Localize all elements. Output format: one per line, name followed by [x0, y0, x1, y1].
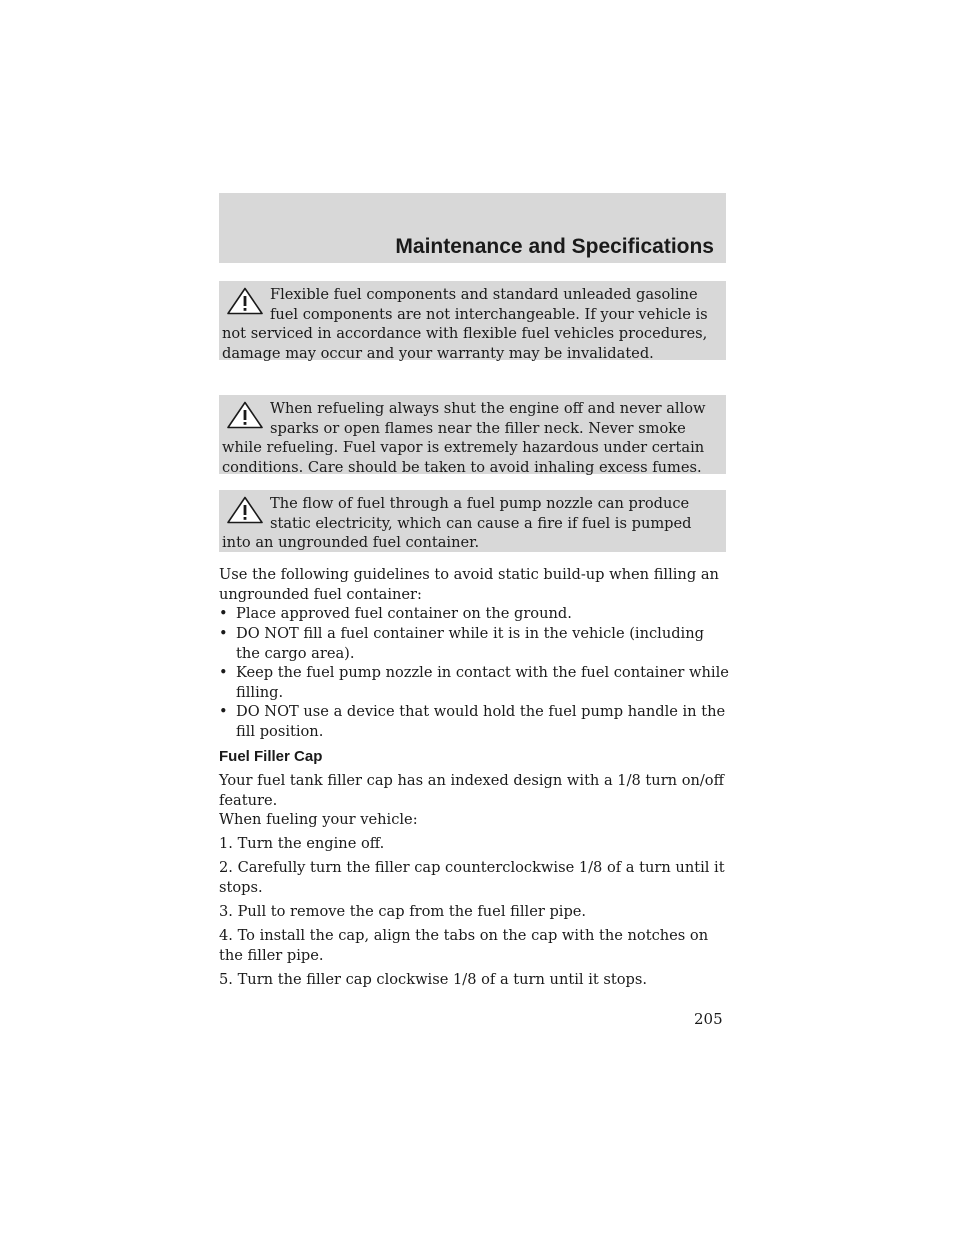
- bullet-icon: •: [219, 605, 228, 622]
- list-item-text: Keep the fuel pump nozzle in contact with the fuel container while filling.: [236, 664, 729, 701]
- list-item: [219, 702, 729, 741]
- warning-text: The flow of fuel through a fuel pump nozzle can produce static electricity, which can cause a fire if fuel is pumped into an ungrounded fuel container.: [222, 495, 692, 551]
- step-item: 2. Carefully turn the filler cap counterclockwise 1/8 of a turn until it stops.: [219, 859, 725, 896]
- section-title: Maintenance and Specifications: [395, 235, 714, 258]
- warning-text: Flexible fuel components and standard unleaded gasoline fuel components are not interchangeable. If your vehicle is not serviced in accordance with flexible fuel vehicles procedures, damage may occur and your warranty may be invalidated.: [222, 286, 708, 362]
- paragraph: Your fuel tank filler cap has an indexed design with a 1/8 turn on/off feature.: [219, 772, 724, 809]
- step-item: 5. Turn the filler cap clockwise 1/8 of a turn until it stops.: [219, 971, 647, 988]
- page-number: 205: [694, 1010, 723, 1028]
- warning-triangle-icon: [226, 287, 264, 315]
- list-item-text: DO NOT fill a fuel container while it is in the vehicle (including the cargo area).: [236, 625, 704, 662]
- step-item: 1. Turn the engine off.: [219, 835, 385, 852]
- list-item: [219, 624, 729, 663]
- bullet-icon: •: [219, 664, 228, 681]
- bullet-icon: •: [219, 703, 228, 720]
- section-heading: Fuel Filler Cap: [219, 748, 323, 765]
- warning-triangle-icon: [226, 496, 264, 524]
- list-item: [219, 604, 729, 624]
- list-item-text: DO NOT use a device that would hold the fuel pump handle in the fill position.: [236, 703, 726, 740]
- guidelines-intro: Use the following guidelines to avoid static build-up when filling an ungrounded fuel container:: [219, 566, 719, 603]
- warning-box-3: [219, 490, 726, 552]
- warning-box-2: [219, 395, 726, 474]
- bullet-icon: •: [219, 625, 228, 642]
- paragraph: When fueling your vehicle:: [219, 811, 418, 828]
- warning-triangle-icon: [226, 401, 264, 429]
- list-item: [219, 663, 729, 702]
- page-header-band: [219, 193, 726, 263]
- step-item: 4. To install the cap, align the tabs on the cap with the notches on the filler pipe.: [219, 927, 709, 964]
- step-item: 3. Pull to remove the cap from the fuel filler pipe.: [219, 903, 587, 920]
- warning-text: When refueling always shut the engine off and never allow sparks or open flames near the filler neck. Never smoke while refueling. Fuel vapor is extremely hazardous under certain conditions. Care should be taken to avoid inhaling excess fumes.: [222, 400, 706, 476]
- warning-box-1: [219, 281, 726, 360]
- list-item-text: Place approved fuel container on the ground.: [236, 605, 572, 622]
